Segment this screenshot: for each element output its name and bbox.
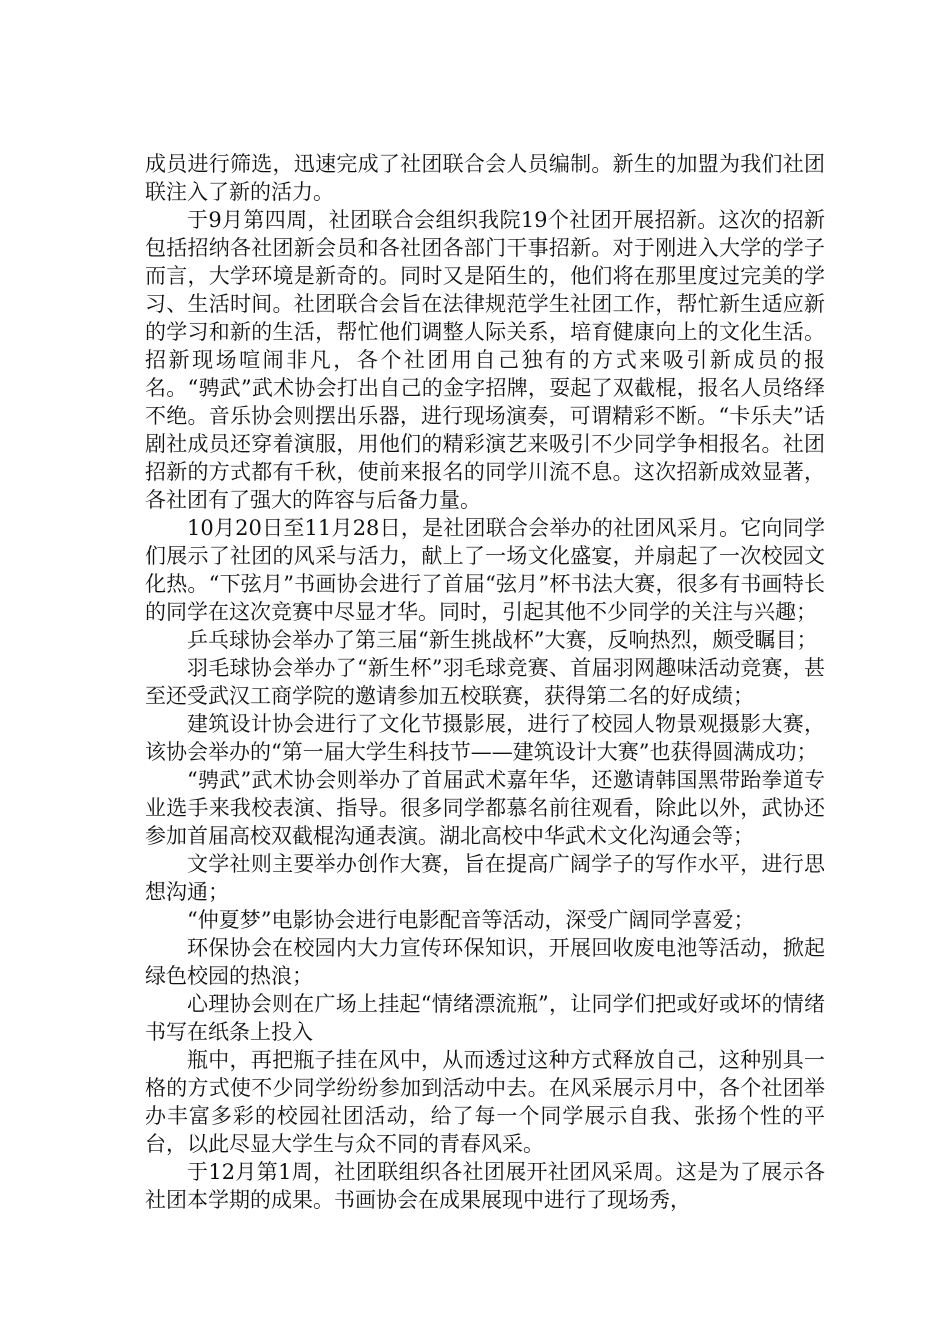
paragraph-13: 于12月第1周，社团联组织各社团展开社团风采周。这是为了展示各社团本学期的成果。书画协会在成果展现中进行了现场秀，: [145, 1160, 825, 1212]
paragraph-1: 成员进行筛选，迅速完成了社团联合会人员编制。新生的加盟为我们社团联注入了新的活力。: [145, 152, 825, 204]
paragraph-4: 乒乓球协会举办了第三届“新生挑战杯”大赛，反响热烈，颇受瞩目；: [187, 628, 818, 652]
paragraph-9: “仲夏梦”电影协会进行电影配音等活动，深受广阔同学喜爱；: [187, 908, 755, 932]
paragraph-8: 文学社则主要举办创作大赛，旨在提高广阔学子的写作水平，进行思想沟通；: [145, 852, 825, 904]
document-page: [145, 150, 825, 1214]
paragraph-12: 瓶中，再把瓶子挂在风中，从而透过这种方式释放自己，这种别具一格的方式使不少同学纷纷参加到活动中去。在风采展示月中，各个社团举办丰富多彩的校园社团活动，给了每一个同学展示自我、张扬个性的平台，以此尽显大学生与众不同的青春风采。: [145, 1048, 825, 1156]
paragraph-11: 心理协会则在广场上挂起“情绪漂流瓶”，让同学们把或好或坏的情绪书写在纸条上投入: [145, 992, 825, 1044]
paragraph-3: 10月20日至11月28日，是社团联合会举办的社团风采月。它向同学们展示了社团的风采与活力，献上了一场文化盛宴，并扇起了一次校园文化热。“下弦月”书画协会进行了首届“弦月”杯书法大赛，很多有书画特长的同学在这次竞赛中尽显才华。同时，引起其他不少同学的关注与兴趣；: [145, 516, 825, 624]
paragraph-10: 环保协会在校园内大力宣传环保知识，开展回收废电池等活动，掀起绿色校园的热浪；: [145, 936, 825, 988]
paragraph-6: 建筑设计协会进行了文化节摄影展，进行了校园人物景观摄影大赛，该协会举办的“第一届大学生科技节——建筑设计大赛”也获得圆满成功；: [145, 712, 825, 764]
paragraph-7: “骋武”武术协会则举办了首届武术嘉年华，还邀请韩国黑带跆拳道专业选手来我校表演、指导。很多同学都慕名前往观看，除此以外，武协还参加首届高校双截棍沟通表演。湖北高校中华武术文化沟通会等；: [145, 768, 825, 848]
paragraph-2: 于9月第四周，社团联合会组织我院19个社团开展招新。这次的招新包括招纳各社团新会员和各社团各部门干事招新。对于刚进入大学的学子而言，大学环境是新奇的。同时又是陌生的，他们将在那里度过完美的学习、生活时间。社团联合会旨在法律规范学生社团工作，帮忙新生适应新的学习和新的生活，帮忙他们调整人际关系，培育健康向上的文化生活。招新现场喧闹非凡，各个社团用自己独有的方式来吸引新成员的报名。“骋武”武术协会打出自己的金字招牌，耍起了双截棍，报名人员络绎不绝。音乐协会则摆出乐器，进行现场演奏，可谓精彩不断。“卡乐夫”话剧社成员还穿着演服，用他们的精彩演艺来吸引不少同学争相报名。社团招新的方式都有千秋，使前来报名的同学川流不息。这次招新成效显著，各社团有了强大的阵容与后备力量。: [145, 208, 825, 512]
paragraph-5: 羽毛球协会举办了“新生杯”羽毛球竞赛、首届羽网趣味活动竞赛，甚至还受武汉工商学院的邀请参加五校联赛，获得第二名的好成绩；: [145, 656, 825, 708]
